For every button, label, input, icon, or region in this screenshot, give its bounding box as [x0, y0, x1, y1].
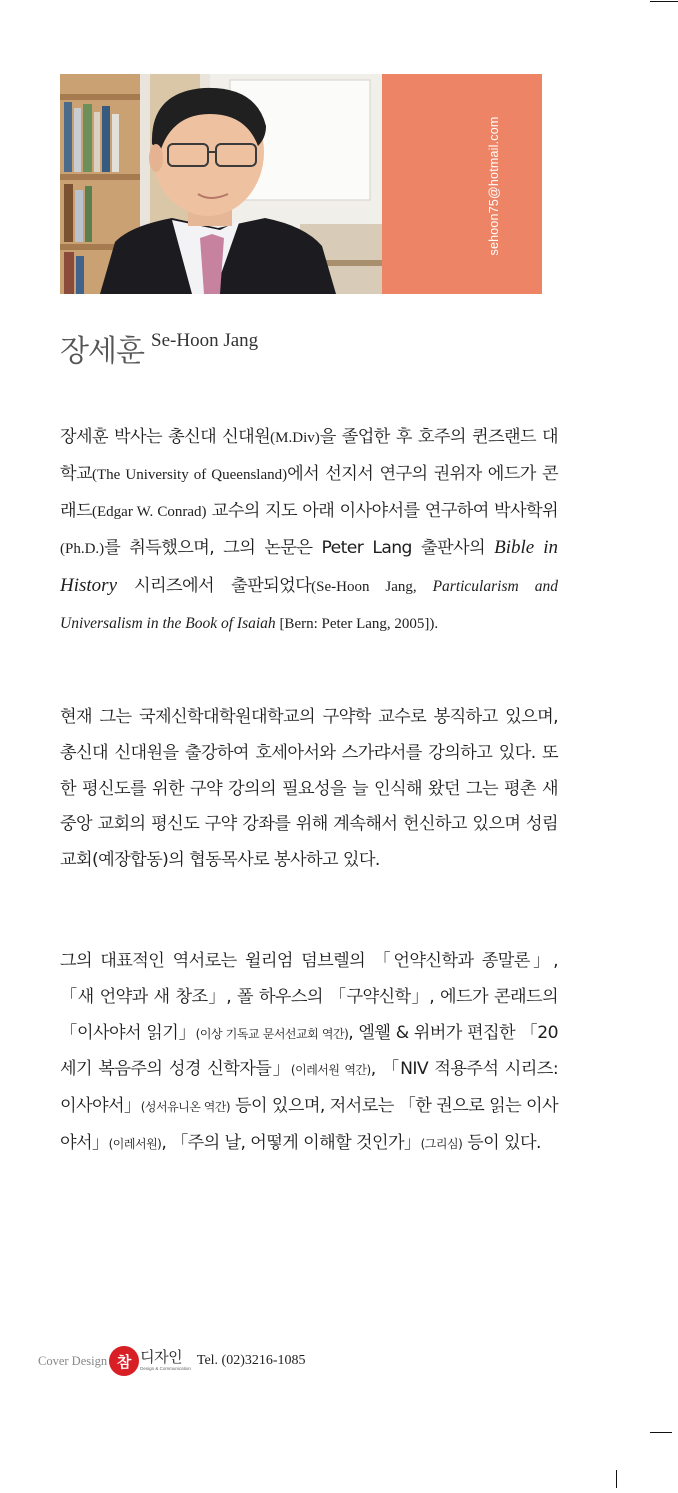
bio-text: 시리즈에서 출판되었다	[117, 576, 312, 597]
bio-book-title: Particularism and Universalism in the Book of Isaiah	[60, 578, 558, 632]
bio-text: 에서 선지서 연구의 권위자 에드가 콘래드	[60, 463, 558, 521]
bio-paragraph-education	[60, 420, 558, 643]
email-panel	[382, 74, 542, 294]
crop-mark-right	[650, 1432, 672, 1433]
bio-text: , 「NIV 적용주석 시리즈: 이사야서」	[60, 1059, 559, 1117]
bio-paragraph-works	[60, 944, 558, 1163]
author-photo	[60, 74, 382, 294]
bio-degree: (M.Div)	[270, 430, 320, 446]
design-studio-name: 디자인	[140, 1348, 183, 1367]
bio-series-title: Bible in History	[60, 537, 558, 597]
crop-mark-bottom	[616, 1470, 617, 1488]
design-studio-tagline: Design & Communication	[140, 1366, 191, 1372]
bio-text: 장세훈 박사는 총신대 신대원	[60, 427, 271, 447]
bio-publisher-note: (그리심)	[420, 1136, 463, 1151]
author-email[interactable]: sehoon75@hotmail.com	[487, 116, 501, 256]
bio-publisher-note: (이레서원)	[108, 1136, 162, 1151]
author-name	[60, 326, 258, 370]
cover-design-label: Cover Design	[38, 1353, 108, 1368]
bio-citation: (Se-Hoon Jang,	[311, 579, 433, 596]
bio-text: 교수의 지도 아래 이사야서를 연구하여 박사학위	[206, 500, 558, 521]
design-studio-brand	[140, 1350, 191, 1372]
design-studio-phone: Tel. (02)3216-1085	[196, 1353, 306, 1368]
bio-degree: (Ph.D.)	[60, 541, 105, 558]
bio-text: 등이 있으며, 저서로는 「한 권으로 읽는 이사야서」	[60, 1096, 558, 1153]
bio-text: 그의 대표적인 역서로는 윌리엄 덤브렐의 「언약신학과 종말론」, 「새 언약과 새 창조」, 폴 하우스의 「구약신학」, 에드가 콘래드의 「이사야서 읽기」	[60, 951, 558, 1043]
bio-text: 등이 있다.	[462, 1132, 541, 1153]
bio-university: (The University of Queensland)	[92, 466, 288, 483]
bio-text: 을 졸업한 후 호주의 퀸즈랜드 대학교	[60, 427, 558, 484]
bio-citation: [Bern: Peter Lang, 2005]).	[275, 615, 439, 632]
bio-text: , 엘웰 & 위버가 편집한 「20세기 복음주의 성경 신학자들」	[60, 1022, 558, 1080]
bio-text: , 「주의 날, 어떻게 이해할 것인가」	[161, 1132, 421, 1153]
bio-publisher-note: (이레서원 역간)	[290, 1063, 371, 1078]
bio-publisher-note: (이상 기독교 문서선교회 역간)	[195, 1026, 349, 1041]
bio-paragraph-career: 현재 그는 국제신학대학원대학교의 구약학 교수로 봉직하고 있으며, 총신대 신대원을 출강하여 호세아서와 스가랴서를 강의하고 있다. 또한 평신도를 위한 구약 강의의 필요성을 늘 인식해 왔던 그는 평촌 새중앙 교회의 평신도 구약 강좌를 위해 계속해서 헌신하고 있으며 성림교회(예장합동)의 협동목사로 봉사하고 있다.	[60, 707, 558, 871]
crop-mark-top	[650, 1, 678, 2]
design-studio-logo-icon: 참	[109, 1346, 139, 1376]
bio-text: 를 취득했으며, 그의 논문은 Peter Lang 출판사의	[104, 538, 495, 559]
author-name-en: Se-Hoon Jang	[151, 330, 259, 351]
bio-advisor: (Edgar W. Conrad)	[92, 503, 207, 520]
bio-publisher-note: (성서유니온 역간)	[140, 1100, 231, 1115]
author-name-ko: 장세훈	[60, 334, 144, 369]
cover-design-credit	[38, 1344, 306, 1378]
